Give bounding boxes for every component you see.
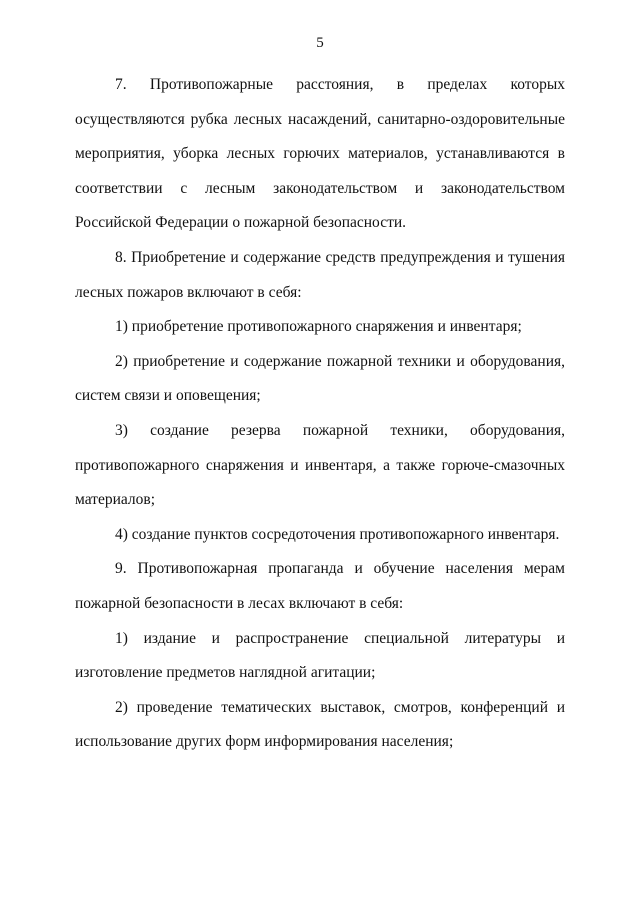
text-line: соответствии с лесным законодательством и законодательством bbox=[75, 179, 565, 197]
list-item-8-1 bbox=[75, 310, 565, 345]
paragraph-9 bbox=[75, 552, 565, 621]
text-line: Российской Федерации о пожарной безопасности. bbox=[75, 214, 407, 232]
text-line: систем связи и оповещения; bbox=[75, 387, 261, 405]
text-line: мероприятия, уборка лесных горючих материалов, устанавливаются в bbox=[75, 145, 565, 163]
list-item-8-3 bbox=[75, 414, 565, 518]
text-line: использование других форм информирования населения; bbox=[75, 733, 454, 751]
text-line: 2) проведение тематических выставок, смотров, конференций и bbox=[115, 698, 565, 716]
text-line: 1) издание и распространение специальной литературы и bbox=[115, 629, 565, 647]
page-number: 5 bbox=[316, 35, 324, 51]
document-body bbox=[75, 68, 565, 760]
paragraph-7 bbox=[75, 68, 565, 241]
text-line: 2) приобретение и содержание пожарной техники и оборудования, bbox=[115, 352, 565, 370]
text-line: материалов; bbox=[75, 491, 156, 509]
paragraph-8 bbox=[75, 241, 565, 310]
text-line: изготовление предметов наглядной агитации; bbox=[75, 664, 376, 682]
text-line: осуществляются рубка лесных насаждений, санитарно-оздоровительные bbox=[75, 110, 565, 128]
text-line: 1) приобретение противопожарного снаряжения и инвентаря; bbox=[115, 318, 522, 336]
text-line: пожарной безопасности в лесах включают в себя: bbox=[75, 594, 404, 612]
text-line: 3) создание резерва пожарной техники, оборудования, bbox=[115, 421, 565, 439]
text-line: 4) создание пунктов сосредоточения противопожарного инвентаря. bbox=[115, 525, 560, 543]
text-line: 8. Приобретение и содержание средств предупреждения и тушения bbox=[115, 248, 565, 266]
text-line: лесных пожаров включают в себя: bbox=[75, 283, 302, 301]
text-line: 7. Противопожарные расстояния, в пределах которых bbox=[115, 76, 565, 93]
list-item-8-4 bbox=[75, 518, 565, 553]
text-line: 9. Противопожарная пропаганда и обучение населения мерам bbox=[115, 560, 565, 578]
list-item-9-2 bbox=[75, 691, 565, 760]
list-item-9-1 bbox=[75, 622, 565, 691]
text-line: противопожарного снаряжения и инвентаря, а также горюче-смазочных bbox=[75, 456, 565, 474]
list-item-8-2 bbox=[75, 345, 565, 414]
